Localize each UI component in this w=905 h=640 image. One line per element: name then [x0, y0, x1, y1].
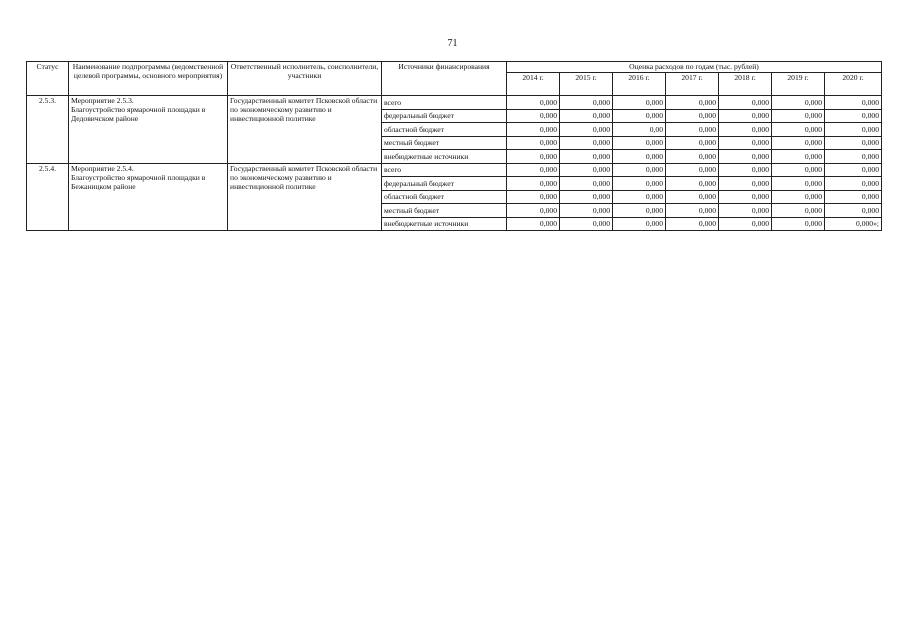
- header-costs-group: Оценка расходов по годам (тыс. рублей): [507, 62, 882, 73]
- cost-value: 0,000: [719, 163, 772, 177]
- cost-value: 0,000: [825, 150, 882, 164]
- cost-value: 0,000: [666, 177, 719, 191]
- cost-value: 0,000: [560, 190, 613, 204]
- cost-value: 0,000: [719, 204, 772, 218]
- cost-value: 0,000: [825, 163, 882, 177]
- cost-value: 0,000: [560, 204, 613, 218]
- header-year: 2018 г.: [719, 73, 772, 96]
- cost-value: 0,000: [507, 96, 560, 110]
- cost-value: 0,000: [719, 177, 772, 191]
- cost-value: 0,000: [560, 123, 613, 137]
- cost-value: 0,000: [719, 217, 772, 231]
- cost-value: 0,000: [507, 204, 560, 218]
- header-status: Статус: [27, 62, 69, 96]
- measure-executor: [228, 96, 382, 164]
- cost-value: 0,000: [560, 163, 613, 177]
- measure-name: [69, 163, 228, 231]
- cost-value: 0,000: [507, 150, 560, 164]
- cost-value: 0,000: [825, 136, 882, 150]
- cost-value: 0,000: [772, 123, 825, 137]
- header-row-group: [27, 62, 882, 73]
- table-row: [27, 163, 882, 177]
- cost-value: 0,000: [613, 177, 666, 191]
- cost-value: 0,000: [666, 123, 719, 137]
- cost-value: 0,000: [507, 136, 560, 150]
- measure-title: Мероприятие 2.5.3.: [71, 96, 134, 105]
- funding-source: федеральный бюджет: [382, 177, 507, 191]
- cost-value: 0,000: [825, 96, 882, 110]
- cost-value: 0,000: [613, 150, 666, 164]
- funding-source: федеральный бюджет: [382, 109, 507, 123]
- cost-value: 0,000»;: [825, 217, 882, 231]
- budget-table: [26, 61, 882, 231]
- cost-value: 0,000: [772, 109, 825, 123]
- cost-value: 0,000: [772, 177, 825, 191]
- header-source: Источники финансирования: [382, 62, 507, 96]
- header-executor: Ответственный исполнитель, соисполнители, участники: [228, 62, 382, 96]
- cost-value: 0,000: [719, 109, 772, 123]
- table-row: [27, 96, 882, 110]
- cost-value: 0,000: [613, 204, 666, 218]
- cost-value: 0,000: [772, 150, 825, 164]
- funding-source: внебюджетные источники: [382, 150, 507, 164]
- cost-value: 0,000: [560, 217, 613, 231]
- measure-description: Благоустройство ярмарочной площадки в Бежаницком районе: [71, 172, 206, 191]
- cost-value: 0,000: [666, 109, 719, 123]
- measure-description: Благоустройство ярмарочной площадки в Дедовичском районе: [71, 105, 206, 123]
- cost-value: 0,000: [613, 163, 666, 177]
- funding-source: всего: [382, 96, 507, 110]
- table-header: [27, 62, 882, 96]
- header-name: Наименование подпрограммы (ведомственной целевой программы, основного мероприятия): [69, 62, 228, 96]
- cost-value: 0,000: [719, 150, 772, 164]
- header-year: 2019 г.: [772, 73, 825, 96]
- cost-value: 0,000: [772, 96, 825, 110]
- cost-value: 0,000: [825, 204, 882, 218]
- cost-value: 0,000: [613, 109, 666, 123]
- funding-source: внебюджетные источники: [382, 217, 507, 231]
- cost-value: 0,000: [666, 136, 719, 150]
- cost-value: 0,000: [772, 217, 825, 231]
- cost-value: 0,000: [560, 150, 613, 164]
- cost-value: 0,000: [719, 123, 772, 137]
- funding-source: всего: [382, 163, 507, 177]
- page-number: 71: [447, 38, 458, 49]
- cost-value: 0,000: [719, 190, 772, 204]
- cost-value: 0,000: [825, 190, 882, 204]
- cost-value: 0,000: [719, 96, 772, 110]
- cost-value: 0,000: [507, 177, 560, 191]
- cost-value: 0,000: [613, 96, 666, 110]
- cost-value: 0,000: [507, 123, 560, 137]
- cost-value: 0,000: [825, 109, 882, 123]
- header-year: 2020 г.: [825, 73, 882, 96]
- cost-value: 0,000: [666, 96, 719, 110]
- funding-source: областной бюджет: [382, 123, 507, 137]
- measure-name: [69, 96, 228, 164]
- header-year: 2015 г.: [560, 73, 613, 96]
- cost-value: 0,000: [719, 136, 772, 150]
- cost-value: 0,000: [666, 204, 719, 218]
- header-year: 2016 г.: [613, 73, 666, 96]
- executor-text: Государственный комитет Псковской области по экономическому развитию и инвестиционной политике: [230, 163, 378, 191]
- cost-value: 0,000: [666, 217, 719, 231]
- cost-value: 0,000: [507, 217, 560, 231]
- cost-value: 0,000: [772, 163, 825, 177]
- header-year: 2017 г.: [666, 73, 719, 96]
- cost-value: 0,000: [613, 136, 666, 150]
- table-body: [27, 96, 882, 231]
- cost-value: 0,000: [825, 177, 882, 191]
- cost-value: 0,000: [613, 217, 666, 231]
- cost-value: 0,000: [825, 123, 882, 137]
- cost-value: 0,000: [507, 163, 560, 177]
- cost-value: 0,000: [772, 136, 825, 150]
- cost-value: 0,00: [613, 123, 666, 137]
- cost-value: 0,000: [560, 96, 613, 110]
- cost-value: 0,000: [666, 163, 719, 177]
- header-year: 2014 г.: [507, 73, 560, 96]
- cost-value: 0,000: [666, 150, 719, 164]
- cost-value: 0,000: [772, 190, 825, 204]
- cost-value: 0,000: [772, 204, 825, 218]
- executor-text: Государственный комитет Псковской области по экономическому развитию и инвестиционной политике: [230, 96, 378, 123]
- funding-source: местный бюджет: [382, 136, 507, 150]
- cost-value: 0,000: [613, 190, 666, 204]
- cost-value: 0,000: [560, 109, 613, 123]
- funding-source: областной бюджет: [382, 190, 507, 204]
- cost-value: 0,000: [560, 136, 613, 150]
- cost-value: 0,000: [507, 109, 560, 123]
- measure-status: 2.5.4.: [27, 163, 69, 231]
- funding-source: местный бюджет: [382, 204, 507, 218]
- measure-executor: [228, 163, 382, 231]
- measure-title: Мероприятие 2.5.4.: [71, 163, 134, 173]
- measure-status: 2.5.3.: [27, 96, 69, 164]
- cost-value: 0,000: [666, 190, 719, 204]
- cost-value: 0,000: [507, 190, 560, 204]
- cost-value: 0,000: [560, 177, 613, 191]
